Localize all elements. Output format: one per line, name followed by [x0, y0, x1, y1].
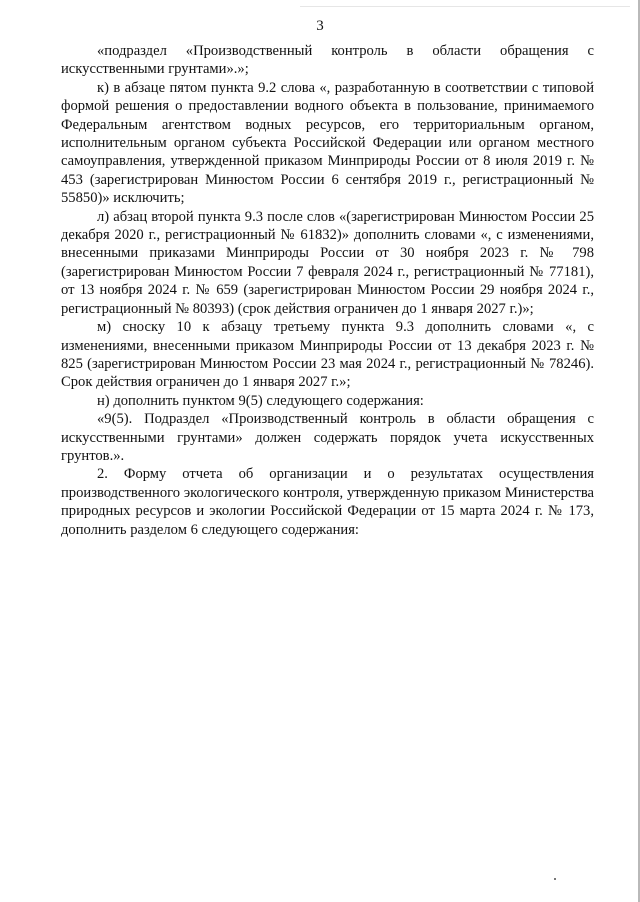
paragraph-item-l: л) абзац второй пункта 9.3 после слов «(зарегистрирован Минюстом России 25 декабря 2020 г., регистрационный № 61832)» дополнить словами «, с изменениями, внесенными приказами Минприроды России от 30 ноября 2023 г. № 798 (зарегистрирован Минюстом России 7 февраля 2024 г., регистрационный № 77181), от 13 ноября 2024 г. № 659 (зарегистрирован Минюстом России 29 ноября 2024 г., регистрационный № 80393) (срок действия ограничен до 1 января 2027 г.)»;: [61, 208, 594, 317]
page-number: 3: [316, 18, 324, 34]
document-body: [61, 42, 594, 539]
paragraph-item-k: к) в абзаце пятом пункта 9.2 слова «, разработанную в соответствии с типовой формой решения о предоставлении водного объекта в пользование, принимаемого Федеральным агентством водных ресурсов, его территориальным органом, исполнительным органом субъекта Российской Федерации или органом местного самоуправления, утвержденной приказом Минприроды России от 8 июля 2019 г. № 453 (зарегистрирован Минюстом России 6 сентября 2019 г., регистрационный № 55850)» исключить;: [61, 79, 594, 207]
paragraph-item-n: н) дополнить пунктом 9(5) следующего содержания:: [97, 392, 424, 409]
scan-artifact-line: [300, 6, 630, 7]
paragraph-subsection-title: «подраздел «Производственный контроль в области обращения с искусственными грунтами».»;: [61, 43, 594, 78]
scan-speck: [554, 878, 556, 880]
paragraph-point-9-5: «9(5). Подраздел «Производственный контроль в области обращения с искусственными грунтами» должен содержать порядок учета искусственных грунтов.».: [61, 411, 594, 464]
paragraph-point-2: 2. Форму отчета об организации и о результатах осуществления производственного экологического контроля, утвержденную приказом Министерства природных ресурсов и экологии Российской Федерации от 15 марта 2024 г. № 173, дополнить разделом 6 следующего содержания:: [61, 466, 594, 538]
paragraph-item-m: м) сноску 10 к абзацу третьему пункта 9.3 дополнить словами «, с изменениями, внесенными приказом Минприроды России от 13 декабря 2023 г. № 825 (зарегистрирован Минюстом России 23 мая 2024 г., регистрационный № 78246). Срок действия ограничен до 1 января 2027 г.»;: [61, 319, 594, 391]
